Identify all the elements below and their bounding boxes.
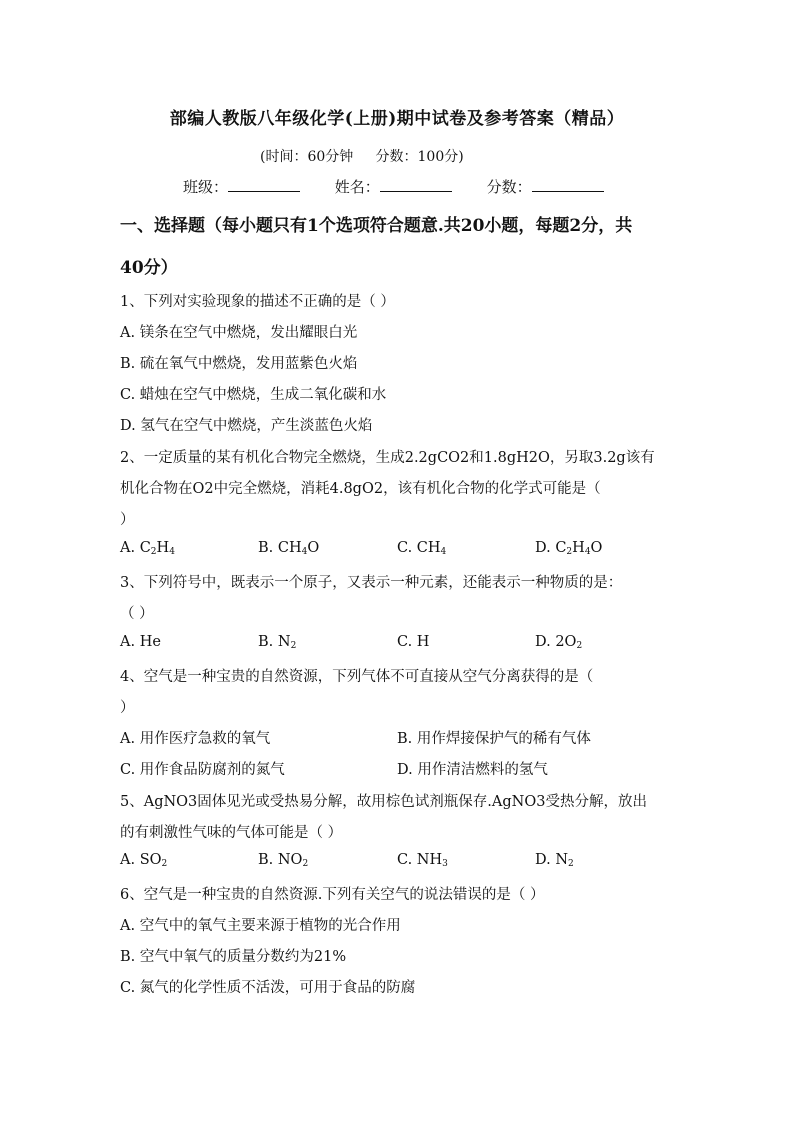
question-5-option-b: B. $NO_2$ <box>258 852 309 869</box>
question-4-option-c: C. 用作食品防腐剂的氮气 <box>120 762 285 778</box>
question-1-stem: 1、下列对实验现象的描述不正确的是（ ） <box>120 294 395 310</box>
question-2-option-d: D. $C_2H_4O$ <box>535 540 603 557</box>
question-2-stem-line3: ） <box>120 512 135 528</box>
section-heading: 一、选择题（每小题只有1个选项符合题意.共20小题，每题2分，共 <box>120 216 633 236</box>
question-5-option-a: A. $SO_2$ <box>120 852 168 869</box>
question-6-option-b: B. 空气中氧气的质量分数约为21% <box>120 949 347 965</box>
exam-time-score: (时间：60分钟 分数：100分) <box>260 149 464 165</box>
question-6-option-c: C. 氮气的化学性质不活泼，可用于食品的防腐 <box>120 980 416 996</box>
question-2-option-a: A. $C_2H_4$ <box>120 540 175 557</box>
score-label: 分数： <box>486 178 532 196</box>
question-4-option-a: A. 用作医疗急救的氧气 <box>120 731 271 747</box>
question-3-option-d: D. $2O_2$ <box>535 634 583 651</box>
question-3-stem-line1: 3、下列符号中，既表示一个原子，又表示一种元素，还能表示一种物质的是： <box>120 575 623 591</box>
question-4-stem-line2: ） <box>120 700 135 716</box>
question-2-stem-line1: 2、一定质量的某有机化合物完全燃烧，生成2.2gCO2和1.8gH2O，另取3.2g该有 <box>120 450 655 466</box>
question-1-option-c: C. 蜡烛在空气中燃烧，生成二氧化碳和水 <box>120 387 387 403</box>
question-4-option-b: B. 用作焊接保护气的稀有气体 <box>397 731 591 747</box>
question-2-stem-line2: 机化合物在O2中完全燃烧，消耗4.8gO2，该有机化合物的化学式可能是（ <box>120 481 601 497</box>
student-info-row <box>183 176 604 197</box>
question-1-option-d: D. 氢气在空气中燃烧，产生淡蓝色火焰 <box>120 418 373 434</box>
question-5-stem-line1: 5、AgNO3固体见光或受热易分解，故用棕色试剂瓶保存.AgNO3受热分解，放出 <box>120 794 647 810</box>
question-6-option-a: A. 空气中的氧气主要来源于植物的光合作用 <box>120 918 401 934</box>
class-blank <box>228 177 300 192</box>
question-5-stem-line2: 的有刺激性气味的气体可能是（ ） <box>120 825 343 841</box>
question-3-option-b: B. $N_2$ <box>258 634 297 651</box>
question-5-option-c: C. $NH_3$ <box>397 852 448 869</box>
page-title: 部编人教版八年级化学(上册)期中试卷及参考答案（精品） <box>169 109 625 129</box>
score-blank <box>532 177 604 192</box>
question-2-option-c: C. $CH_4$ <box>397 540 447 557</box>
question-4-option-d: D. 用作清洁燃料的氢气 <box>397 762 548 778</box>
class-label: 班级： <box>183 178 229 196</box>
name-blank <box>380 177 452 192</box>
name-label: 姓名： <box>334 178 380 196</box>
question-1-option-b: B. 硫在氧气中燃烧，发用蓝紫色火焰 <box>120 356 358 372</box>
question-4-stem-line1: 4、空气是一种宝贵的自然资源，下列气体不可直接从空气分离获得的是（ <box>120 669 594 685</box>
question-3-option-a: A. He <box>120 634 161 650</box>
question-2-option-b: B. $CH_4O$ <box>258 540 320 557</box>
question-6-stem: 6、空气是一种宝贵的自然资源.下列有关空气的说法错误的是（ ） <box>120 887 545 903</box>
question-5-option-d: D. $N_2$ <box>535 852 574 869</box>
question-3-option-c: C. H <box>397 634 430 650</box>
question-1-option-a: A. 镁条在空气中燃烧，发出耀眼白光 <box>120 325 358 341</box>
question-3-stem-line2: （ ） <box>120 606 154 622</box>
section-heading-cont: 40分） <box>120 258 178 278</box>
